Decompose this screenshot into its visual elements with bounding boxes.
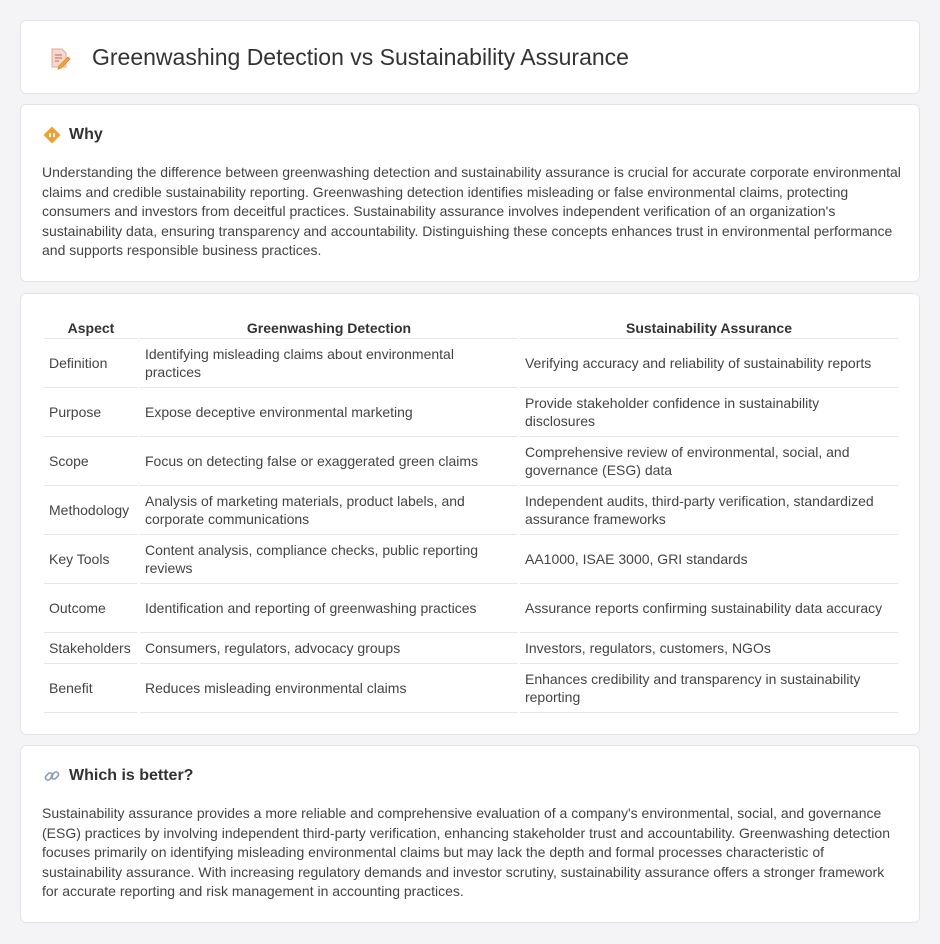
better-text: Sustainability assurance provides a more reliable and comprehensive evaluation of a company's environmental, social, and governance (ESG) practices by involving independent third-party verification, enhancing stakeholder trust and accountability. Greenwashing detection focuses primarily on identifying misleading environmental claims but may lack the depth and formal processes characteristic of sustainability assurance. With increasing regulatory demands and investor scrutiny, sustainability assurance offers a stronger framework for accurate reporting and risk management in accounting practices. (42, 805, 890, 900)
row-greenwashing: Consumers, regulators, advocacy groups (140, 633, 518, 664)
better-heading (43, 767, 193, 785)
row-assurance: Investors, regulators, customers, NGOs (520, 633, 898, 664)
header-greenwashing: Greenwashing Detection (140, 315, 518, 339)
table-row (44, 339, 898, 388)
row-assurance: Verifying accuracy and reliability of sustainability reports (520, 339, 898, 388)
which-is-better-section (20, 745, 920, 923)
row-assurance: AA1000, ISAE 3000, GRI standards (520, 535, 898, 584)
why-heading (43, 126, 103, 144)
table-row (44, 584, 898, 633)
header-assurance: Sustainability Assurance (520, 315, 898, 339)
table-row (44, 535, 898, 584)
row-aspect: Key Tools (44, 535, 138, 584)
row-aspect: Purpose (44, 388, 138, 437)
document-pencil-icon (47, 46, 71, 70)
row-aspect: Stakeholders (44, 633, 138, 664)
row-aspect: Outcome (44, 584, 138, 633)
why-text: Understanding the difference between greenwashing detection and sustainability assurance is crucial for accurate corporate environmental claims and credible sustainability reporting. Greenwashing detection identifies misleading or false environmental claims, protecting consumers and investors from deceitful practices. Sustainability assurance involves independent verification of an organization's sustainability data, ensuring transparency and accountability. Distinguishing these concepts enhances trust in environmental performance and supports responsible business practices. (42, 164, 901, 259)
table-row (44, 388, 898, 437)
table-header-row (44, 315, 898, 339)
comparison-table-card (20, 293, 920, 735)
row-assurance: Assurance reports confirming sustainability data accuracy (520, 584, 898, 633)
header-card (20, 20, 920, 94)
row-aspect: Methodology (44, 486, 138, 535)
row-assurance: Enhances credibility and transparency in sustainability reporting (520, 664, 898, 713)
row-greenwashing: Focus on detecting false or exaggerated green claims (140, 437, 518, 486)
table-row (44, 633, 898, 664)
better-title: Which is better? (69, 767, 194, 784)
row-aspect: Benefit (44, 664, 138, 713)
why-title: Why (69, 126, 103, 143)
table-row (44, 437, 898, 486)
diamond-icon (43, 126, 61, 144)
row-aspect: Definition (44, 339, 138, 388)
row-assurance: Comprehensive review of environmental, social, and governance (ESG) data (520, 437, 898, 486)
row-greenwashing: Content analysis, compliance checks, public reporting reviews (140, 535, 518, 584)
comparison-table (42, 315, 900, 713)
row-aspect: Scope (44, 437, 138, 486)
row-greenwashing: Identifying misleading claims about environmental practices (140, 339, 518, 388)
header-aspect: Aspect (44, 315, 138, 339)
table-row (44, 664, 898, 713)
row-greenwashing: Reduces misleading environmental claims (140, 664, 518, 713)
row-greenwashing: Identification and reporting of greenwashing practices (140, 584, 518, 633)
row-assurance: Provide stakeholder confidence in sustainability disclosures (520, 388, 898, 437)
row-assurance: Independent audits, third-party verification, standardized assurance frameworks (520, 486, 898, 535)
why-section (20, 104, 920, 282)
row-greenwashing: Expose deceptive environmental marketing (140, 388, 518, 437)
link-icon (43, 767, 61, 785)
table-row (44, 486, 898, 535)
page-title: Greenwashing Detection vs Sustainability Assurance (92, 44, 629, 70)
row-greenwashing: Analysis of marketing materials, product labels, and corporate communications (140, 486, 518, 535)
